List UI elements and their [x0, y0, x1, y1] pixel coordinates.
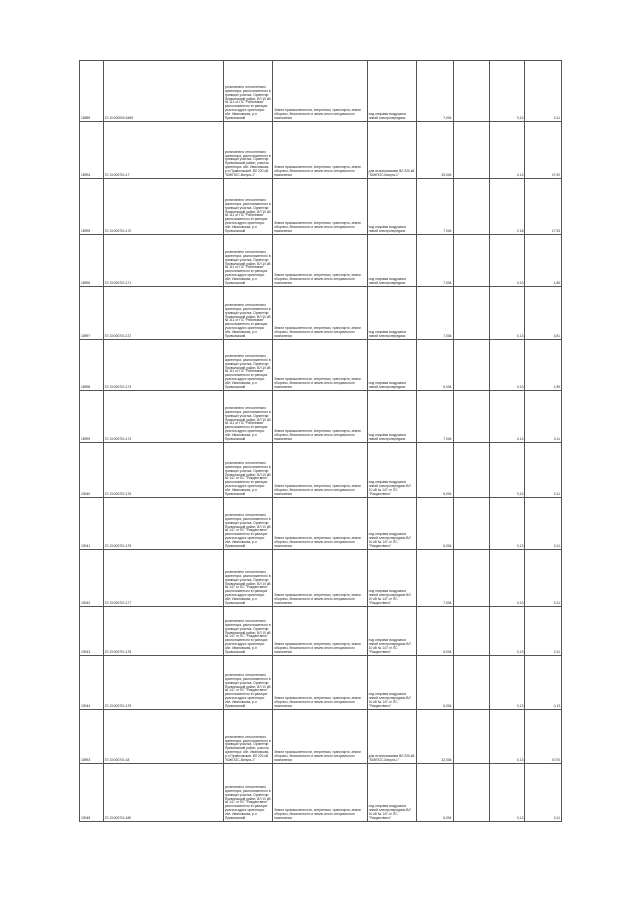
row-id-cell: 19044: [80, 656, 104, 710]
empty-cell: [453, 61, 489, 122]
row-id-cell: 18997: [80, 287, 104, 340]
location-description-cell: установлено относительно ориентира, расположенного в границах участка. Ориентир: Приволжский район, ВЛ 10 кВ № 111 от ПС "Рябиновая" расположенного в границах участка адрес ориентира: обл. Ивановская, р-н Приволжский: [223, 179, 272, 235]
area-unit: 4: [449, 281, 452, 286]
area-cell: [417, 61, 453, 122]
area-cell: [417, 443, 453, 498]
land-category-cell: Земли промышленности, энергетики, транспорта, земли обороны, безопасности и земли иного специального назначения: [273, 656, 367, 710]
amount-cell: 0,11: [525, 498, 562, 550]
area-value: 7,00: [443, 116, 450, 121]
land-category-cell: Земли промышленности, энергетики, транспорта, земли обороны, безопасности и земли иного специального назначения: [273, 443, 367, 498]
permitted-use-cell: под опорами воздушных линий электропередачи ВЛ 10 кВ № 147 от ПС "Рождествено": [367, 443, 416, 498]
rate-cell: 0,13: [490, 235, 525, 287]
empty-cell: [453, 179, 489, 235]
land-category-cell: Земли промышленности, энергетики, транспорта, земли обороны, безопасности и земли иного специального назначения: [273, 498, 367, 550]
cadastral-number-cell: 37:13:000701:178: [103, 607, 223, 656]
land-register-body: [80, 61, 562, 822]
area-value: 6,00: [443, 544, 450, 549]
row-id-cell: 19041: [80, 498, 104, 550]
area-cell: [417, 287, 453, 340]
area-cell: [417, 391, 453, 443]
table-row: [80, 122, 562, 179]
land-category-cell: Земли промышленности, энергетики, транспорта, земли обороны, безопасности и земли иного специального назначения: [273, 607, 367, 656]
amount-cell: 0,11: [525, 607, 562, 656]
amount-cell: 0,11: [525, 391, 562, 443]
row-id-cell: 18993: [80, 710, 104, 764]
area-cell: [417, 710, 453, 764]
area-unit: 4: [449, 385, 452, 390]
area-value: 5,00: [443, 385, 450, 390]
empty-cell: [453, 122, 489, 179]
empty-cell: [453, 235, 489, 287]
location-description-cell: установлено относительно ориентира, расположенного в границах участка. Ориентир: Приволжский район, ВЛ 10 кВ № 111 от ПС "Рябиновая" расположенного в границах участка адрес ориентира: обл. Ивановская, р-н Приволжский: [223, 61, 272, 122]
area-value: 6,00: [443, 816, 450, 821]
cadastral-number-cell: 37:10:000000:1669: [103, 61, 223, 122]
area-unit: 4: [449, 650, 452, 655]
location-description-cell: установлено относительно ориентира, расположенного в границах участка. Ориентир: Приволжский район, ВЛ 10 кВ № 147 от ПС "Рождествено" расположенного в границах участка адрес ориентира: обл. Ивановская, р-н Приволжский: [223, 498, 272, 550]
area-unit: 4: [449, 816, 452, 821]
area-value: 33,00: [441, 173, 450, 178]
land-category-cell: Земли промышленности, энергетики, транспорта, земли обороны, безопасности и земли иного специального назначения: [273, 179, 367, 235]
area-unit: 4: [449, 173, 452, 178]
table-row: [80, 710, 562, 764]
table-row: [80, 61, 562, 122]
permitted-use-cell: для использования ВЛ 220 кВ "ЮЖПОС-Вичуга-1": [367, 122, 416, 179]
permitted-use-cell: под опорами воздушных линий электропередачи: [367, 391, 416, 443]
cadastral-number-cell: 37:13:000701:172: [103, 287, 223, 340]
area-cell: [417, 340, 453, 391]
table-row: [80, 235, 562, 287]
cadastral-number-cell: 37:13:000701:175: [103, 498, 223, 550]
land-category-cell: Земли промышленности, энергетики, транспорта, земли обороны, безопасности и земли иного специального назначения: [273, 235, 367, 287]
cadastral-number-cell: 37:13:000701:17: [103, 122, 223, 179]
table-row: [80, 443, 562, 498]
table-row: [80, 607, 562, 656]
land-category-cell: Земли промышленности, энергетики, транспорта, земли обороны, безопасности и земли иного специального назначения: [273, 340, 367, 391]
table-row: [80, 179, 562, 235]
amount-cell: 1,65: [525, 235, 562, 287]
location-description-cell: установлено относительно ориентира, расположенного в границах участка. Ориентир: Приволжский район, ВЛ 10 кВ № 147 от ПС "Рождествено" расположенного в границах участка адрес ориентира: обл. Ивановская, р-н Приволжский: [223, 550, 272, 607]
land-category-cell: Земли промышленности, энергетики, транспорта, земли обороны, безопасности и земли иного специального назначения: [273, 550, 367, 607]
area-unit: 4: [449, 492, 452, 497]
permitted-use-cell: под опорами воздушных линий электропередачи: [367, 179, 416, 235]
row-id-cell: 18996: [80, 235, 104, 287]
permitted-use-cell: под опорами воздушных линий электропередачи ВЛ 10 кВ № 147 от ПС "Рождествено": [367, 764, 416, 822]
table-row: [80, 764, 562, 822]
table-row: [80, 498, 562, 550]
amount-cell: 47,00: [525, 122, 562, 179]
area-unit: 4: [449, 544, 452, 549]
land-category-cell: Земли промышленности, энергетики, транспорта, земли обороны, безопасности и земли иного специального назначения: [273, 710, 367, 764]
cadastral-number-cell: 37:13:000701:177: [103, 550, 223, 607]
location-description-cell: установлено относительно ориентира, расположенного в границах участка. Ориентир: Приволжский район, ВЛ 10 кВ № 147 от ПС "Рождествено" расположенного в границах участка адрес ориентира: обл. Ивановская, р-н Приволжский: [223, 607, 272, 656]
area-value: 32,00: [441, 758, 450, 763]
area-unit: 4: [449, 601, 452, 606]
location-description-cell: установлено относительно ориентира, расположенного в границах участка. Ориентир: Приволжский район, ВЛ 10 кВ № 147 от ПС "Рождествено" расположенного в границах участка адрес ориентира: обл. Ивановская, р-н Приволжский: [223, 764, 272, 822]
area-value: 6,00: [443, 650, 450, 655]
land-category-cell: Земли промышленности, энергетики, транспорта, земли обороны, безопасности и земли иного специального назначения: [273, 61, 367, 122]
rate-cell: 0,13: [490, 550, 525, 607]
area-cell: [417, 607, 453, 656]
area-value: 7,00: [443, 281, 450, 286]
land-category-cell: Земли промышленности, энергетики, транспорта, земли обороны, безопасности и земли иного специального назначения: [273, 287, 367, 340]
land-category-cell: Земли промышленности, энергетики, транспорта, земли обороны, безопасности и земли иного специального назначения: [273, 764, 367, 822]
permitted-use-cell: под опорами воздушных линий электропередачи ВЛ 10 кВ № 147 от ПС "Рождествено": [367, 607, 416, 656]
row-id-cell: 19045: [80, 764, 104, 822]
land-category-cell: Земли промышленности, энергетики, транспорта, земли обороны, безопасности и земли иного специального назначения: [273, 122, 367, 179]
location-description-cell: установлено относительно ориентира, расположенного в границах участка. Ориентир: Приволжский район, ВЛ 10 кВ № 111 от ПС "Рябиновая" расположенного в границах участка адрес ориентира: обл. Ивановская, р-н Приволжский: [223, 391, 272, 443]
row-id-cell: 18989: [80, 61, 104, 122]
rate-cell: 0,13: [490, 710, 525, 764]
row-id-cell: 18998: [80, 340, 104, 391]
permitted-use-cell: под опорами воздушных линий электропередачи ВЛ 10 кВ № 147 от ПС "Рождествено": [367, 498, 416, 550]
amount-cell: 0,11: [525, 550, 562, 607]
row-id-cell: 18995: [80, 179, 104, 235]
amount-cell: 1,95: [525, 340, 562, 391]
amount-cell: 17,93: [525, 179, 562, 235]
area-value: 6,00: [443, 704, 450, 709]
area-value: 7,00: [443, 334, 450, 339]
area-cell: [417, 179, 453, 235]
cadastral-number-cell: 37:13:000701:180: [103, 764, 223, 822]
cadastral-number-cell: 37:13:000701:173: [103, 340, 223, 391]
rate-cell: 0,13: [490, 287, 525, 340]
rate-cell: 0,13: [490, 340, 525, 391]
amount-cell: 0,11: [525, 443, 562, 498]
location-description-cell: установлено относительно ориентира, расположенного в границах участка. Ориентир: Приволжский район, участок ориентира: обл. Ивановская, р-н Приволжский, ВЛ 220 кВ "ЮЖПОС-Вичуга-1": [223, 122, 272, 179]
permitted-use-cell: под опорами воздушных линий электропередачи ВЛ 10 кВ № 147 от ПС "Рождествено": [367, 656, 416, 710]
empty-cell: [453, 391, 489, 443]
table-row: [80, 391, 562, 443]
rate-cell: 0,13: [490, 122, 525, 179]
land-register-table: [79, 60, 562, 822]
empty-cell: [453, 764, 489, 822]
location-description-cell: установлено относительно ориентира, расположенного в границах участка. Ориентир: Приволжский район, ВЛ 10 кВ № 111 от ПС "Рябиновая" расположенного в границах участка адрес ориентира: обл. Ивановская, р-н Приволжский: [223, 287, 272, 340]
empty-cell: [453, 710, 489, 764]
permitted-use-cell: под опорами воздушных линий электропередачи ВЛ 10 кВ № 147 от ПС "Рождествено": [367, 550, 416, 607]
empty-cell: [453, 607, 489, 656]
empty-cell: [453, 340, 489, 391]
empty-cell: [453, 656, 489, 710]
permitted-use-cell: под опорами воздушных линий электропередачи: [367, 61, 416, 122]
amount-cell: 0,11: [525, 61, 562, 122]
location-description-cell: установлено относительно ориентира, расположенного в границах участка. Ориентир: Приволжский район, ВЛ 10 кВ № 111 от ПС "Рябиновая" расположенного в границах участка адрес ориентира: обл. Ивановская, р-н Приволжский: [223, 340, 272, 391]
permitted-use-cell: для использования ВЛ 220 кВ "ЮЖПОС-Вичуга-1": [367, 710, 416, 764]
cadastral-number-cell: 37:13:000701:174: [103, 391, 223, 443]
area-cell: [417, 656, 453, 710]
row-id-cell: 18994: [80, 122, 104, 179]
empty-cell: [453, 287, 489, 340]
cadastral-number-cell: 37:13:000701:171: [103, 235, 223, 287]
permitted-use-cell: под опорами воздушных линий электропередачи: [367, 235, 416, 287]
area-unit: 4: [449, 758, 452, 763]
row-id-cell: 19040: [80, 443, 104, 498]
table-row: [80, 656, 562, 710]
area-cell: [417, 550, 453, 607]
area-unit: 4: [449, 229, 452, 234]
location-description-cell: установлено относительно ориентира, расположенного в границах участка. Ориентир: Приволжский район, ВЛ 10 кВ № 147 от ПС "Рождествено" расположенного в границах участка адрес ориентира: обл. Ивановская, р-н Приволжский: [223, 443, 272, 498]
area-value: 6,00: [443, 492, 450, 497]
cadastral-number-cell: 37:13:000701:176: [103, 443, 223, 498]
area-value: 7,00: [443, 437, 450, 442]
table-row: [80, 287, 562, 340]
area-cell: [417, 122, 453, 179]
area-unit: 4: [449, 334, 452, 339]
area-unit: 4: [449, 704, 452, 709]
amount-cell: 0,13: [525, 656, 562, 710]
area-unit: 4: [449, 116, 452, 121]
rate-cell: 0,13: [490, 764, 525, 822]
permitted-use-cell: под опорами воздушных линий электропередачи: [367, 287, 416, 340]
rate-cell: 0,13: [490, 443, 525, 498]
area-unit: 4: [449, 437, 452, 442]
land-category-cell: Земли промышленности, энергетики, транспорта, земли обороны, безопасности и земли иного специального назначения: [273, 391, 367, 443]
amount-cell: 3,51: [525, 287, 562, 340]
row-id-cell: 19042: [80, 550, 104, 607]
amount-cell: 0,11: [525, 764, 562, 822]
area-value: 7,00: [443, 601, 450, 606]
cadastral-number-cell: 37:13:000701:179: [103, 656, 223, 710]
row-id-cell: 19043: [80, 607, 104, 656]
area-cell: [417, 764, 453, 822]
rate-cell: 0,13: [490, 391, 525, 443]
rate-cell: 0,13: [490, 61, 525, 122]
table-row: [80, 550, 562, 607]
amount-cell: 47,00: [525, 710, 562, 764]
empty-cell: [453, 443, 489, 498]
row-id-cell: 18999: [80, 391, 104, 443]
area-cell: [417, 498, 453, 550]
location-description-cell: установлено относительно ориентира, расположенного в границах участка. Ориентир: Приволжский район, ВЛ 10 кВ № 111 от ПС "Рябиновая" расположенного в границах участка адрес ориентира: обл. Ивановская, р-н Приволжский: [223, 235, 272, 287]
location-description-cell: установлено относительно ориентира, расположенного в границах участка. Ориентир: Приволжский район, участок ориентира: обл. Ивановская, р-н Приволжский, ВЛ 220 кВ "ЮЖПОС-Вичуга-1": [223, 710, 272, 764]
permitted-use-cell: под опорами воздушных линий электропередачи: [367, 340, 416, 391]
rate-cell: 2,18: [490, 179, 525, 235]
empty-cell: [453, 498, 489, 550]
area-cell: [417, 235, 453, 287]
cadastral-number-cell: 37:13:000701:170: [103, 179, 223, 235]
cadastral-number-cell: 37:13:000701:18: [103, 710, 223, 764]
rate-cell: 0,13: [490, 656, 525, 710]
table-row: [80, 340, 562, 391]
rate-cell: 0,13: [490, 498, 525, 550]
area-value: 7,00: [443, 229, 450, 234]
rate-cell: 0,13: [490, 607, 525, 656]
empty-cell: [453, 550, 489, 607]
location-description-cell: установлено относительно ориентира, расположенного в границах участка. Ориентир: Приволжский район, ВЛ 10 кВ № 147 от ПС "Рождествено" расположенного в границах участка адрес ориентира: обл. Ивановская, р-н Приволжский: [223, 656, 272, 710]
